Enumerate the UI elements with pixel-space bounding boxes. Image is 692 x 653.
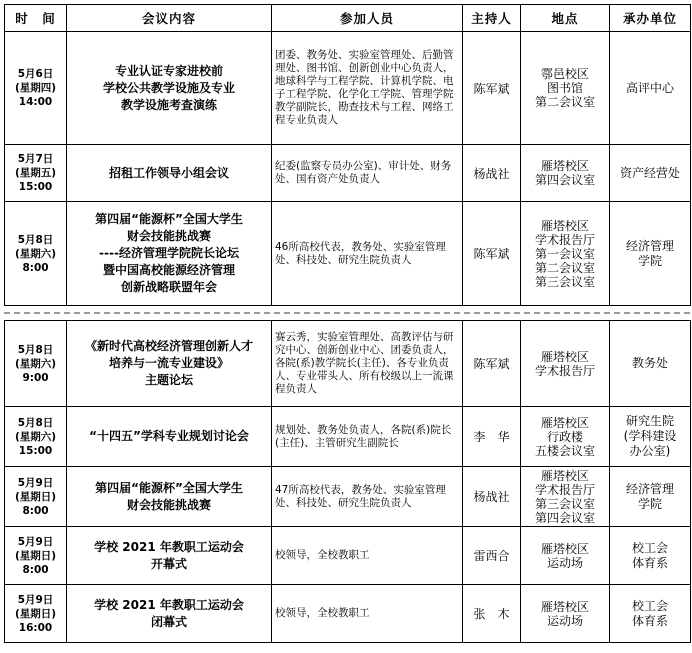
place-line: 运动场: [546, 555, 583, 570]
organizer-line: 体育系: [631, 555, 668, 570]
topic-line: 财会技能挑战赛: [126, 497, 211, 512]
topic-line: 《新时代高校经济管理创新人才: [84, 339, 253, 353]
organizer-line: 体育系: [631, 613, 668, 628]
time-cell: [5, 467, 67, 527]
topic-line: 教学设施考查演练: [120, 97, 217, 112]
place-line: 第三会议室: [534, 496, 595, 511]
place-cell: [521, 145, 610, 202]
host-cell: 陈军斌: [463, 32, 521, 145]
table-row: [5, 467, 691, 527]
topic-cell: [67, 527, 272, 585]
place-line: 运动场: [546, 613, 583, 628]
topic-cell: [67, 321, 272, 407]
participants-cell: 47所高校代表，教务处、实验室管理处、科技处、研究生院负责人: [272, 467, 463, 527]
place-line: 雁塔校区: [540, 159, 589, 173]
weekday-text: (星期四): [14, 82, 57, 94]
organizer-cell: [610, 407, 691, 467]
organizer-line: 教务处: [631, 356, 668, 370]
place-line: 第二会议室: [534, 260, 595, 275]
topic-line: 闭幕式: [150, 614, 187, 629]
place-cell: [521, 32, 610, 145]
table-row: [5, 407, 691, 467]
date-text: 5月8日: [17, 343, 54, 356]
hour-text: 8:00: [22, 504, 49, 517]
table-row: [5, 527, 691, 585]
place-line: 学术报告厅: [534, 363, 595, 378]
header-row: [5, 5, 691, 32]
topic-line: 招租工作领导小组会议: [108, 165, 229, 180]
place-line: 行政楼: [546, 429, 583, 444]
hour-text: 9:00: [22, 371, 49, 384]
place-line: 第四会议室: [534, 173, 595, 187]
topic-line: 学校 2021 年教职工运动会: [94, 539, 244, 554]
hour-text: 14:00: [18, 96, 53, 108]
organizer-cell: [610, 145, 691, 202]
place-line: 第三会议室: [534, 274, 595, 289]
weekday-text: (星期六): [14, 430, 57, 443]
place-line: 第四会议室: [534, 510, 595, 525]
date-text: 5月8日: [17, 233, 54, 246]
place-line: 雁塔校区: [540, 415, 589, 430]
header-host: 主持人: [463, 5, 521, 32]
host-cell: 陈军斌: [463, 321, 521, 407]
place-cell: [521, 527, 610, 585]
time-cell: [5, 585, 67, 643]
hour-text: 8:00: [22, 261, 49, 274]
date-text: 5月7日: [17, 153, 54, 165]
place-line: 图书馆: [546, 81, 583, 95]
organizer-cell: [610, 585, 691, 643]
organizer-cell: [610, 527, 691, 585]
host-cell: 杨战社: [463, 467, 521, 527]
topic-cell: [67, 145, 272, 202]
place-cell: [521, 467, 610, 527]
topic-line: 主题论坛: [144, 373, 193, 387]
place-cell: [521, 407, 610, 467]
topic-line: 开幕式: [150, 556, 187, 571]
time-cell: [5, 32, 67, 145]
table-row: [5, 321, 691, 407]
place-line: 第一会议室: [534, 246, 595, 261]
organizer-line: 高评中心: [625, 80, 674, 95]
host-cell: 杨战社: [463, 145, 521, 202]
organizer-cell: [610, 202, 691, 306]
header-participants: 参加人员: [272, 5, 463, 32]
participants-cell: 46所高校代表，教务处、实验室管理处、科技处、研究生院负责人: [272, 202, 463, 306]
topic-line: 专业认证专家进校前: [114, 63, 223, 78]
date-text: 5月8日: [17, 416, 54, 429]
topic-line: 第四届“能源杯”全国大学生: [95, 212, 243, 226]
topic-line: 学校 2021 年教职工运动会: [94, 597, 244, 612]
participants-cell: 赛云秀，实验室管理处、高教评估与研究中心、创新创业中心、团委负责人，各院(系)教学院长(主任)、各专业负责人、专业带头人、所有校级以上一流课程负责人: [272, 321, 463, 407]
schedule-table-part-1: [4, 4, 691, 306]
page-break-divider: [4, 312, 690, 314]
participants-cell: 团委、教务处、实验室管理处、后勤管理处、图书馆、创新创业中心负责人，地球科学与工程学院、计算机学院、电子工程学院、化学化工学院、管理学院教学副院长，勘查技术与工程、网络工程专业负责人: [272, 32, 463, 145]
topic-line: 暨中国高校能源经济管理: [102, 263, 235, 277]
topic-line: “十四五”学科专业规划讨论会: [89, 429, 249, 443]
topic-line: 创新战略联盟年会: [120, 280, 217, 294]
place-line: 五楼会议室: [534, 443, 595, 458]
place-cell: [521, 202, 610, 306]
header-organizer: 承办单位: [610, 5, 691, 32]
weekday-text: (星期日): [14, 607, 57, 620]
topic-line: 财会技能挑战赛: [126, 229, 211, 243]
topic-line: 培养与一流专业建设》: [108, 356, 229, 370]
organizer-line: 学院: [637, 253, 662, 268]
organizer-line: 资产经营处: [619, 165, 680, 180]
hour-text: 8:00: [22, 563, 49, 576]
table-row: [5, 202, 691, 306]
participants-cell: 校领导，全校教职工: [272, 527, 463, 585]
time-cell: [5, 321, 67, 407]
participants-cell: 规划处、教务处负责人，各院(系)院长(主任)、主管研究生副院长: [272, 407, 463, 467]
time-cell: [5, 527, 67, 585]
place-line: 学术报告厅: [534, 232, 595, 247]
place-line: 鄠邑校区: [540, 67, 589, 81]
host-cell: 陈军斌: [463, 202, 521, 306]
participants-cell: 校领导，全校教职工: [272, 585, 463, 643]
place-cell: [521, 321, 610, 407]
organizer-line: 校工会: [631, 598, 668, 613]
topic-line: ----经济管理学院院长论坛: [99, 246, 239, 260]
weekday-text: (星期六): [14, 357, 57, 370]
place-line: 学术报告厅: [534, 482, 595, 497]
topic-cell: [67, 32, 272, 145]
organizer-line: 学院: [637, 496, 662, 511]
organizer-line: 研究生院: [625, 414, 674, 428]
date-text: 5月9日: [17, 535, 54, 548]
header-place: 地点: [521, 5, 610, 32]
organizer-cell: [610, 32, 691, 145]
place-line: 雁塔校区: [540, 599, 589, 614]
topic-cell: [67, 407, 272, 467]
time-cell: [5, 202, 67, 306]
header-time: 时 间: [5, 5, 67, 32]
place-line: 雁塔校区: [540, 349, 589, 364]
weekday-text: (星期日): [14, 490, 57, 503]
organizer-cell: [610, 321, 691, 407]
table-row: [5, 145, 691, 202]
time-cell: [5, 407, 67, 467]
place-cell: [521, 585, 610, 643]
place-line: 雁塔校区: [540, 218, 589, 233]
date-text: 5月9日: [17, 593, 54, 606]
weekday-text: (星期日): [14, 549, 57, 562]
topic-line: 第四届“能源杯”全国大学生: [95, 480, 243, 495]
hour-text: 15:00: [18, 181, 53, 193]
header-topic: 会议内容: [67, 5, 272, 32]
hour-text: 15:00: [18, 444, 53, 457]
host-cell: 张 木: [463, 585, 521, 643]
host-cell: 雷西合: [463, 527, 521, 585]
topic-cell: [67, 202, 272, 306]
organizer-line: (学科建设: [623, 429, 677, 443]
place-line: 第二会议室: [534, 95, 595, 109]
host-cell: 李 华: [463, 407, 521, 467]
organizer-line: 校工会: [631, 540, 668, 555]
table-row: [5, 32, 691, 145]
topic-cell: [67, 585, 272, 643]
organizer-line: 办公室): [629, 444, 671, 458]
organizer-cell: [610, 467, 691, 527]
time-cell: [5, 145, 67, 202]
weekday-text: (星期六): [14, 247, 57, 260]
organizer-line: 经济管理: [625, 238, 674, 253]
hour-text: 16:00: [18, 621, 53, 634]
date-text: 5月9日: [17, 476, 54, 489]
date-text: 5月6日: [17, 68, 54, 80]
place-line: 雁塔校区: [540, 468, 589, 483]
place-line: 雁塔校区: [540, 541, 589, 556]
schedule-table-part-2: [4, 320, 691, 643]
organizer-line: 经济管理: [625, 481, 674, 496]
topic-cell: [67, 467, 272, 527]
table-row: [5, 585, 691, 643]
weekday-text: (星期五): [14, 167, 57, 179]
participants-cell: 纪委(监察专员办公室)、审计处、财务处、国有资产处负责人: [272, 145, 463, 202]
topic-line: 学校公共教学设施及专业: [102, 80, 235, 95]
